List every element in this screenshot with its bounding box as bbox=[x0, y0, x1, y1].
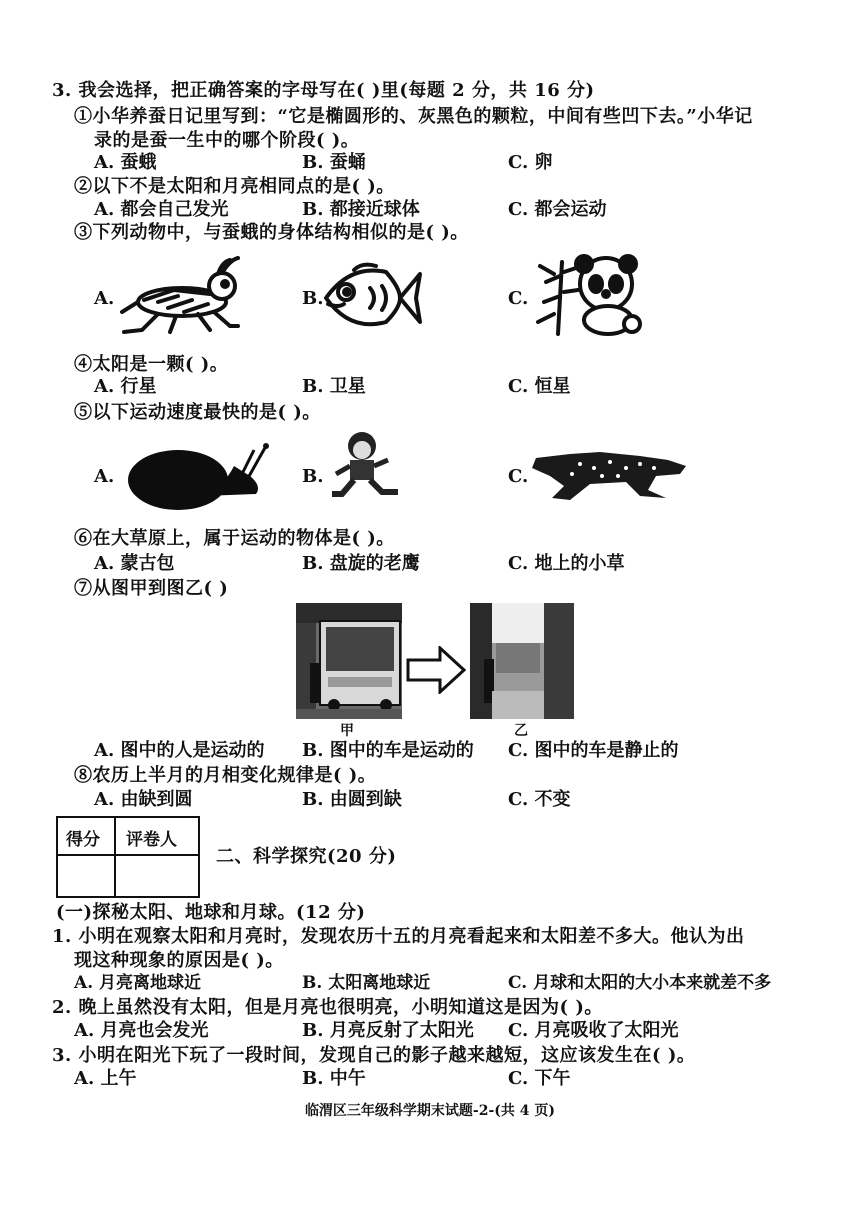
p2-q2-option-b: B. 月亮反射了太阳光 bbox=[302, 1020, 474, 1041]
q8-option-c: C. 不变 bbox=[508, 789, 571, 810]
p2-q3-option-b: B. 中午 bbox=[302, 1068, 366, 1089]
page-footer: 临渭区三年级科学期末试题-2-(共 4 页) bbox=[304, 1103, 556, 1119]
question-1-line2: 录的是蚕一生中的哪个阶段( )。 bbox=[94, 130, 360, 151]
score-table bbox=[56, 816, 200, 898]
q2-option-c: C. 都会运动 bbox=[508, 199, 607, 220]
question-2: ②以下不是太阳和月亮相同点的是( )。 bbox=[74, 176, 395, 197]
grader-cell[interactable] bbox=[118, 858, 194, 892]
grader-header: 评卷人 bbox=[126, 830, 177, 850]
question-8: ⑧农历上半月的月相变化规律是( )。 bbox=[74, 765, 377, 786]
running-child-icon bbox=[326, 430, 404, 502]
q1-option-c: C. 卵 bbox=[508, 152, 553, 173]
score-header: 得分 bbox=[66, 830, 100, 850]
grasshopper-icon bbox=[118, 256, 242, 338]
q7-option-a: A. 图中的人是运动的 bbox=[94, 740, 265, 761]
p2-q1-option-b: B. 太阳离地球近 bbox=[302, 973, 431, 993]
cheetah-icon bbox=[530, 446, 692, 504]
q2-option-b: B. 都接近球体 bbox=[302, 199, 420, 220]
subsection-title: (一)探秘太阳、地球和月球。(12 分) bbox=[56, 902, 366, 923]
q5-option-c: C. bbox=[508, 466, 529, 487]
q4-option-b: B. 卫星 bbox=[302, 376, 366, 397]
q6-option-a: A. 蒙古包 bbox=[94, 553, 175, 574]
q6-option-b: B. 盘旋的老鹰 bbox=[302, 553, 420, 574]
q7-option-b: B. 图中的车是运动的 bbox=[302, 740, 474, 761]
q3-option-c: C. bbox=[508, 288, 529, 309]
q3-option-a: A. bbox=[94, 288, 115, 309]
p2-question-3: 3. 小明在阳光下玩了一段时间，发现自己的影子越来越短，这应该发生在( )。 bbox=[52, 1045, 696, 1066]
q3-option-b: B. bbox=[302, 288, 324, 309]
arrow-right-icon bbox=[406, 646, 466, 694]
q4-option-a: A. 行星 bbox=[94, 376, 157, 397]
street-photo-yi bbox=[470, 603, 574, 719]
p2-q1-option-c: C. 月球和太阳的大小本来就差不多 bbox=[508, 973, 772, 993]
score-cell[interactable] bbox=[60, 858, 112, 892]
p2-question-1-line1: 1. 小明在观察太阳和月亮时，发现农历十五的月亮看起来和太阳差不多大。他认为出 bbox=[52, 926, 745, 947]
q8-option-a: A. 由缺到圆 bbox=[94, 789, 193, 810]
q1-option-a: A. 蚕蛾 bbox=[94, 152, 157, 173]
label-yi: 乙 bbox=[514, 723, 529, 739]
p2-q3-option-c: C. 下午 bbox=[508, 1068, 571, 1089]
p2-question-2: 2. 晚上虽然没有太阳，但是月亮也很明亮，小明知道这是因为( )。 bbox=[52, 997, 603, 1018]
panda-icon bbox=[528, 252, 646, 338]
fish-icon bbox=[320, 258, 424, 336]
label-jia: 甲 bbox=[340, 723, 355, 739]
p2-q2-option-c: C. 月亮吸收了太阳光 bbox=[508, 1020, 679, 1041]
question-6: ⑥在大草原上，属于运动的物体是( )。 bbox=[74, 528, 395, 549]
q8-option-b: B. 由圆到缺 bbox=[302, 789, 402, 810]
q7-option-c: C. 图中的车是静止的 bbox=[508, 740, 679, 761]
p2-q3-option-a: A. 上午 bbox=[74, 1068, 137, 1089]
q5-option-a: A. bbox=[94, 466, 115, 487]
question-1-line1: ①小华养蚕日记里写到：“它是椭圆形的、灰黑色的颗粒，中间有些凹下去。”小华记 bbox=[74, 106, 753, 127]
p2-q1-option-a: A. 月亮离地球近 bbox=[74, 973, 202, 993]
q5-option-b: B. bbox=[302, 466, 324, 487]
question-7: ⑦从图甲到图乙( ) bbox=[74, 578, 229, 599]
q6-option-c: C. 地上的小草 bbox=[508, 553, 625, 574]
q2-option-a: A. 都会自己发光 bbox=[94, 199, 229, 220]
q1-option-b: B. 蚕蛹 bbox=[302, 152, 366, 173]
bus-photo-jia bbox=[296, 603, 402, 719]
question-3: ③下列动物中，与蚕蛾的身体结构相似的是( )。 bbox=[74, 222, 469, 243]
question-4: ④太阳是一颗( )。 bbox=[74, 354, 229, 375]
snail-icon bbox=[124, 436, 272, 510]
q4-option-c: C. 恒星 bbox=[508, 376, 571, 397]
question-5: ⑤以下运动速度最快的是( )。 bbox=[74, 402, 321, 423]
part2-title: 二、科学探究(20 分) bbox=[216, 846, 397, 867]
section-heading: 3. 我会选择，把正确答案的字母写在( )里(每题 2 分，共 16 分) bbox=[52, 80, 595, 101]
p2-question-1-line2: 现这种现象的原因是( )。 bbox=[74, 950, 284, 971]
p2-q2-option-a: A. 月亮也会发光 bbox=[74, 1020, 209, 1041]
